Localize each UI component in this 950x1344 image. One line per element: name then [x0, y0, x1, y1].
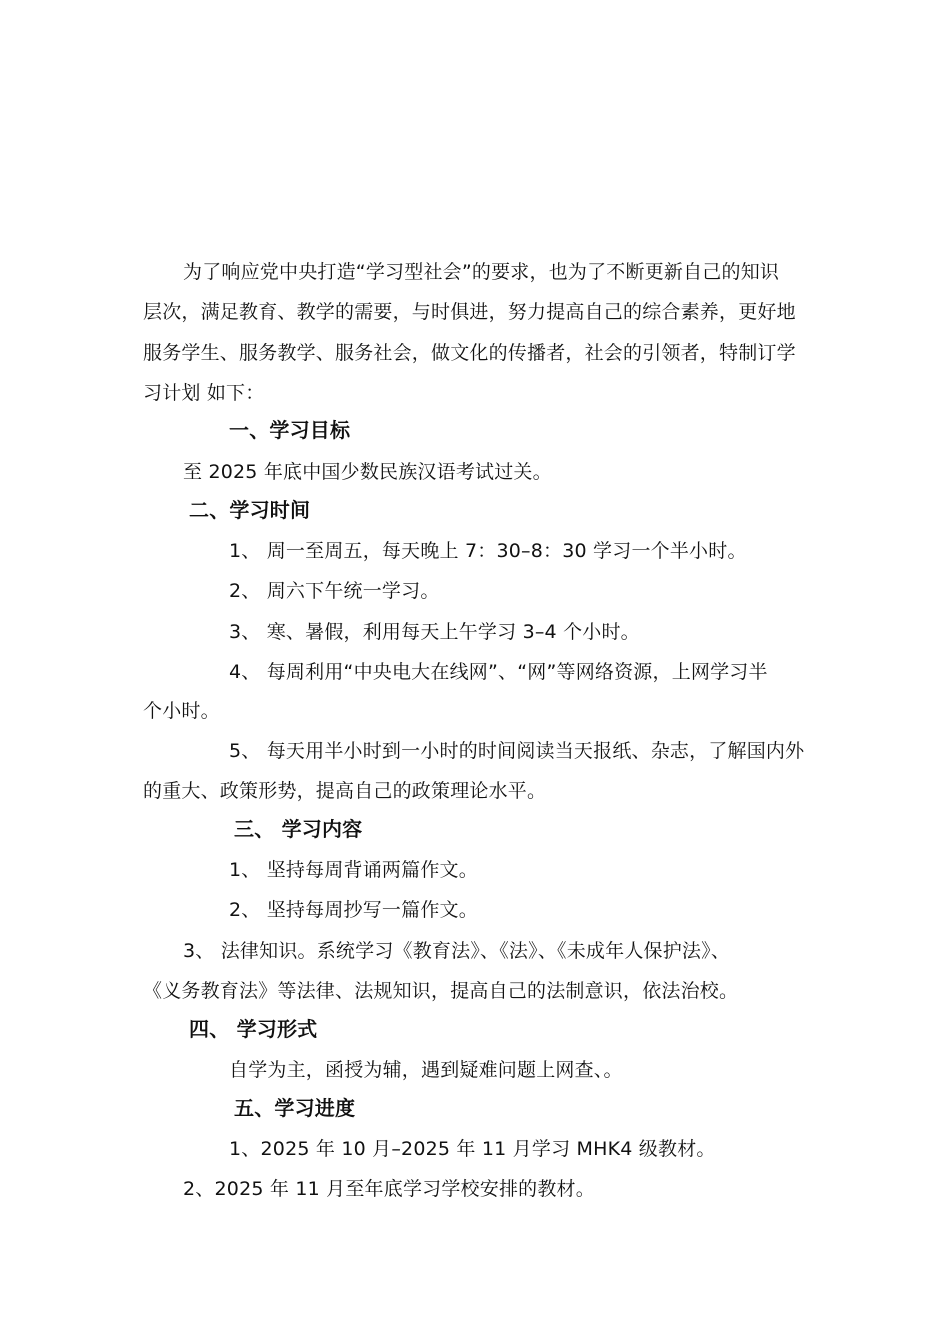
progress-item-1: 1、2025 年 10 月–2025 年 11 月学习 MHK4 级教材。 — [229, 1138, 716, 1160]
section-4-heading: 四、 学习形式 — [189, 1017, 318, 1041]
content-item-3-line-1: 3、 法律知识。系统学习《教育法》、《法》、《未成年人保护法》、 — [183, 940, 731, 962]
content-item-3-line-2: 《义务教育法》等法律、法规知识，提高自己的法制意识，依法治校。 — [143, 980, 739, 1002]
intro-line-3: 服务学生、服务教学、服务社会，做文化的传播者，社会的引领者，特制订学 — [143, 342, 796, 364]
section-4-text: 自学为主，函授为辅，遇到疑难问题上网查、。 — [229, 1059, 623, 1081]
time-item-1: 1、 周一至周五，每天晚上 7：30–8：30 学习一个半小时。 — [229, 540, 747, 562]
time-item-3: 3、 寒、暑假，利用每天上午学习 3–4 个小时。 — [229, 621, 640, 643]
section-2-heading: 二、学习时间 — [189, 498, 311, 522]
section-1-heading: 一、学习目标 — [229, 418, 351, 442]
progress-item-2: 2、2025 年 11 月至年底学习学校安排的教材。 — [183, 1178, 595, 1200]
time-item-4-line-1: 4、 每周利用“中央电大在线网”、“网”等网络资源，上网学习半 — [229, 661, 768, 683]
intro-line-4: 习计划 如下： — [143, 382, 265, 404]
section-1-text: 至 2025 年底中国少数民族汉语考试过关。 — [183, 461, 552, 483]
time-item-5-line-2: 的重大、政策形势，提高自己的政策理论水平。 — [143, 780, 547, 802]
time-item-2: 2、 周六下午统一学习。 — [229, 580, 440, 602]
intro-line-1: 为了响应党中央打造“学习型社会”的要求，也为了不断更新自己的知识 — [183, 261, 780, 283]
section-5-heading: 五、学习进度 — [234, 1096, 356, 1120]
time-item-5-line-1: 5、 每天用半小时到一小时的时间阅读当天报纸、杂志，了解国内外 — [229, 740, 805, 762]
section-3-heading: 三、 学习内容 — [234, 817, 363, 841]
content-item-2: 2、 坚持每周抄写一篇作文。 — [229, 899, 478, 921]
time-item-4-line-2: 个小时。 — [143, 700, 220, 722]
intro-line-2: 层次，满足教育、教学的需要，与时俱进，努力提高自己的综合素养，更好地 — [143, 301, 796, 323]
content-item-1: 1、 坚持每周背诵两篇作文。 — [229, 859, 478, 881]
